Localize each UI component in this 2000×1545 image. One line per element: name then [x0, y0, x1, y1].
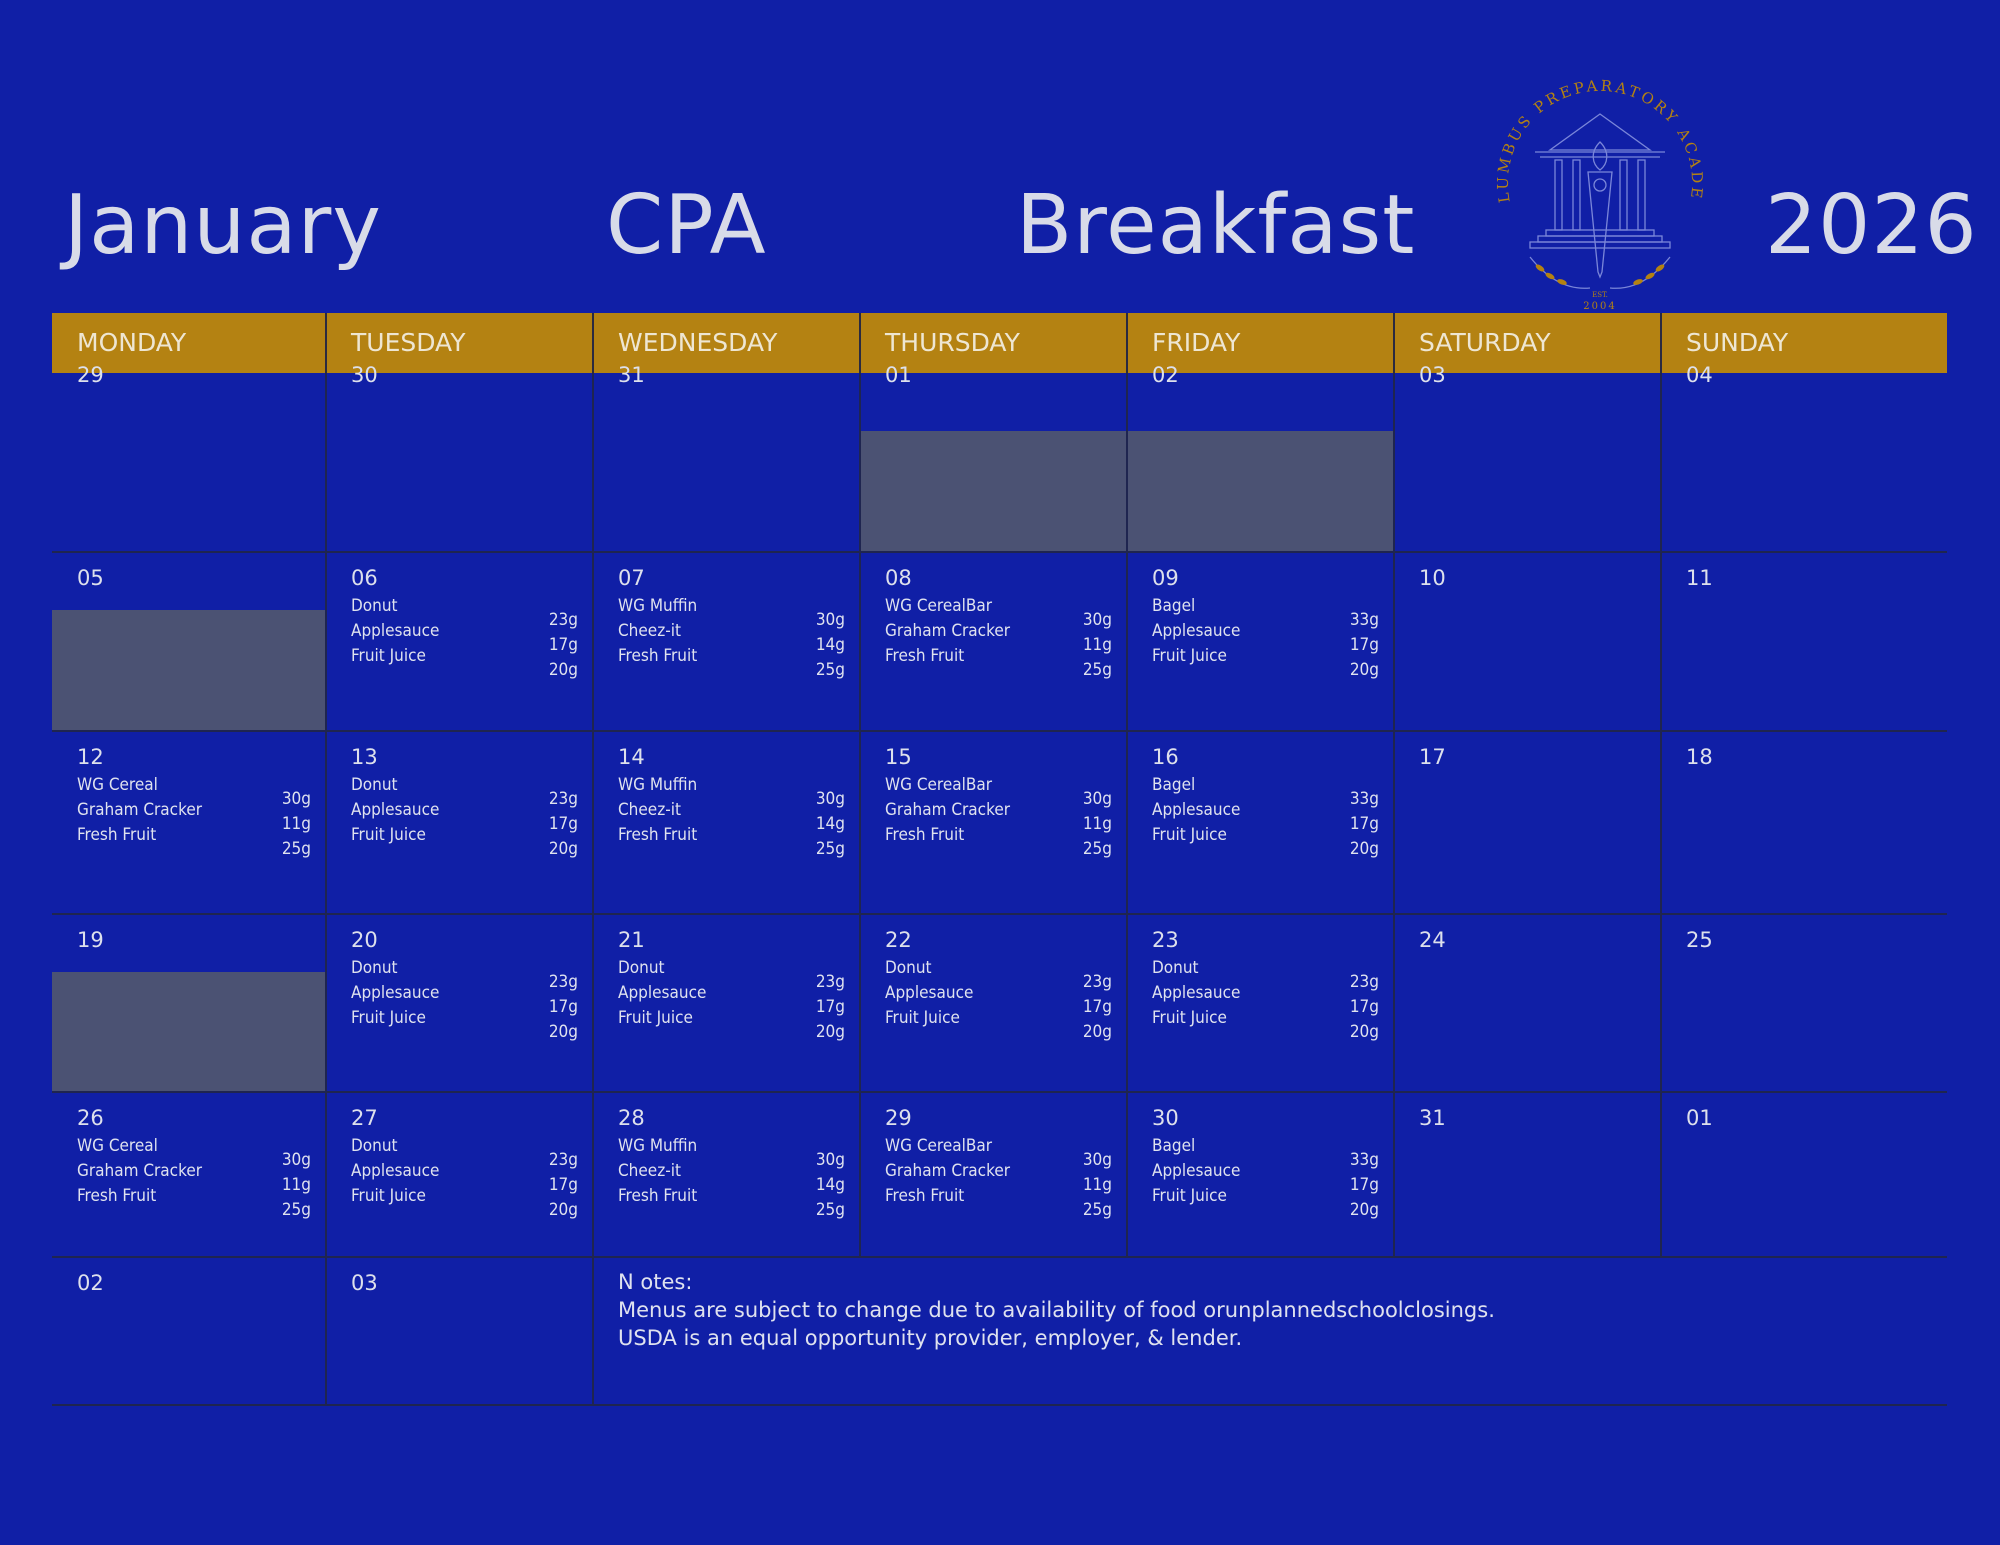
- day-number: 30: [351, 363, 378, 387]
- day-number: 17: [1419, 745, 1446, 769]
- menu-values: [1350, 608, 1379, 683]
- menu-item: Bagel: [1152, 775, 1196, 795]
- day-cell: [860, 1092, 1127, 1257]
- closed-day-block: [860, 431, 1127, 552]
- menu-item: Bagel: [1152, 1136, 1196, 1156]
- menu-values: [816, 970, 845, 1045]
- column-divider: [325, 552, 327, 731]
- menu-value: 20g: [548, 1022, 578, 1042]
- day-number: 29: [77, 363, 104, 387]
- seal-arc-text: LUMBUS PREPARATORY ACADE: [1493, 76, 1707, 204]
- menu-value: 20g: [548, 1200, 578, 1220]
- menu-item: Applesauce: [351, 621, 440, 641]
- menu-item: Fresh Fruit: [618, 1186, 698, 1206]
- menu-item: Fruit Juice: [351, 1186, 426, 1206]
- day-number: 09: [1152, 566, 1179, 590]
- menu-values: [549, 1148, 578, 1223]
- day-number: 05: [77, 566, 104, 590]
- day-header-divider: [1126, 313, 1128, 373]
- column-divider: [325, 373, 327, 552]
- menu-item: Fruit Juice: [351, 825, 426, 845]
- menu-item: Fresh Fruit: [618, 825, 698, 845]
- day-number: 23: [1152, 928, 1179, 952]
- menu-item: Applesauce: [1152, 621, 1241, 641]
- menu-value: 20g: [1349, 1200, 1379, 1220]
- menu-list: [1152, 956, 1379, 1042]
- menu-item: Fruit Juice: [351, 646, 426, 666]
- menu-list: [351, 773, 578, 859]
- menu-value: 20g: [1082, 1022, 1112, 1042]
- day-number: 10: [1419, 566, 1446, 590]
- column-divider: [1393, 914, 1395, 1092]
- menu-value: 23g: [548, 610, 578, 630]
- column-divider: [1126, 552, 1128, 731]
- day-header-monday: MONDAY: [52, 313, 326, 373]
- menu-item: Donut: [618, 958, 665, 978]
- day-cell: [1394, 914, 1661, 1092]
- notes-line-1: Menus are subject to change due to availability of food orunplannedschoolclosings.: [618, 1298, 1495, 1322]
- menu-values: [1083, 1148, 1112, 1223]
- closed-day-block: [1127, 431, 1394, 552]
- column-divider: [859, 1092, 861, 1257]
- menu-item: Cheez-it: [618, 800, 681, 820]
- menu-value: 23g: [1082, 972, 1112, 992]
- menu-item: Donut: [351, 775, 398, 795]
- menu-value: 17g: [1349, 997, 1379, 1017]
- day-cell: [860, 552, 1127, 731]
- menu-list: [885, 773, 1112, 859]
- menu-value: 17g: [548, 1175, 578, 1195]
- menu-list: [351, 956, 578, 1042]
- menu-item: Donut: [885, 958, 932, 978]
- menu-item: Applesauce: [351, 983, 440, 1003]
- svg-text:COLUMBUS PREPARATORY ACADEMY: [1480, 72, 1706, 204]
- menu-item: WG Cereal: [77, 775, 158, 795]
- menu-item: Fruit Juice: [1152, 825, 1227, 845]
- menu-value: 17g: [1349, 1175, 1379, 1195]
- menu-values: [282, 787, 311, 862]
- menu-item: Fresh Fruit: [618, 646, 698, 666]
- menu-value: 17g: [548, 814, 578, 834]
- menu-value: 30g: [1082, 789, 1112, 809]
- day-number: 13: [351, 745, 378, 769]
- column-divider: [325, 1092, 327, 1257]
- day-header-divider: [592, 313, 594, 373]
- menu-item: Cheez-it: [618, 1161, 681, 1181]
- seal-year-text: 2004: [1583, 301, 1617, 312]
- menu-values: [816, 608, 845, 683]
- menu-value: 23g: [548, 1150, 578, 1170]
- day-cell: [860, 914, 1127, 1092]
- column-divider: [1660, 1092, 1662, 1257]
- day-number: 06: [351, 566, 378, 590]
- column-divider: [592, 373, 594, 552]
- day-cell: [326, 914, 593, 1092]
- menu-value: 33g: [1349, 789, 1379, 809]
- menu-item: Donut: [1152, 958, 1199, 978]
- menu-item: WG Muffin: [618, 775, 698, 795]
- day-cell: [326, 731, 593, 914]
- menu-value: 23g: [1349, 972, 1379, 992]
- menu-value: 20g: [1349, 1022, 1379, 1042]
- day-cell: [1661, 731, 1947, 914]
- day-number: 02: [77, 1271, 104, 1295]
- day-cell: [1127, 552, 1394, 731]
- menu-item: Bagel: [1152, 596, 1196, 616]
- menu-item: Graham Cracker: [77, 800, 203, 820]
- day-cell: [326, 1092, 593, 1257]
- menu-values: [1350, 787, 1379, 862]
- day-cell: [593, 914, 860, 1092]
- day-cell: [1127, 914, 1394, 1092]
- menu-value: 11g: [1082, 1175, 1112, 1195]
- menu-value: 25g: [1082, 1200, 1112, 1220]
- menu-value: 25g: [1082, 839, 1112, 859]
- menu-value: 25g: [815, 1200, 845, 1220]
- day-number: 28: [618, 1106, 645, 1130]
- menu-item: Fruit Juice: [885, 1008, 960, 1028]
- menu-item: Fruit Juice: [1152, 646, 1227, 666]
- closed-day-block: [52, 972, 326, 1092]
- column-divider: [1126, 914, 1128, 1092]
- column-divider: [592, 1092, 594, 1257]
- menu-item: Fruit Juice: [1152, 1008, 1227, 1028]
- menu-list: [618, 1134, 845, 1220]
- day-number: 16: [1152, 745, 1179, 769]
- day-number: 02: [1152, 363, 1179, 387]
- day-number: 11: [1686, 566, 1713, 590]
- day-number: 01: [885, 363, 912, 387]
- menu-value: 30g: [281, 789, 311, 809]
- menu-value: 25g: [1082, 660, 1112, 680]
- column-divider: [1660, 914, 1662, 1092]
- day-header-friday: FRIDAY: [1127, 313, 1394, 373]
- day-cell: [52, 552, 326, 731]
- column-divider: [325, 731, 327, 914]
- day-number: 20: [351, 928, 378, 952]
- title-school: CPA: [606, 178, 767, 273]
- menu-item: Applesauce: [1152, 983, 1241, 1003]
- column-divider: [1660, 373, 1662, 552]
- menu-value: 11g: [281, 1175, 311, 1195]
- menu-value: 17g: [1082, 997, 1112, 1017]
- day-number: 08: [885, 566, 912, 590]
- menu-list: [885, 594, 1112, 680]
- day-number: 07: [618, 566, 645, 590]
- column-divider: [859, 552, 861, 731]
- menu-list: [351, 1134, 578, 1220]
- day-number: 22: [885, 928, 912, 952]
- menu-item: Fruit Juice: [618, 1008, 693, 1028]
- column-divider: [325, 914, 327, 1092]
- menu-value: 20g: [1349, 660, 1379, 680]
- menu-item: Applesauce: [885, 983, 974, 1003]
- day-number: 15: [885, 745, 912, 769]
- menu-value: 30g: [281, 1150, 311, 1170]
- day-cell: [1394, 363, 1661, 552]
- menu-values: [1083, 787, 1112, 862]
- day-cell: [1661, 914, 1947, 1092]
- menu-item: WG Muffin: [618, 596, 698, 616]
- menu-value: 23g: [548, 789, 578, 809]
- title-meal: Breakfast: [1016, 178, 1416, 273]
- menu-item: WG CerealBar: [885, 596, 993, 616]
- menu-value: 25g: [281, 1200, 311, 1220]
- column-divider: [1126, 373, 1128, 552]
- day-cell: [326, 363, 593, 552]
- day-cell: [860, 363, 1127, 552]
- menu-list: [1152, 773, 1379, 859]
- menu-values: [549, 970, 578, 1045]
- menu-value: 17g: [548, 635, 578, 655]
- day-cell: [593, 552, 860, 731]
- notes-line-2: USDA is an equal opportunity provider, employer, & lender.: [618, 1326, 1243, 1350]
- menu-value: 33g: [1349, 1150, 1379, 1170]
- menu-value: 20g: [1349, 839, 1379, 859]
- menu-item: Fruit Juice: [351, 1008, 426, 1028]
- day-header-divider: [1393, 313, 1395, 373]
- day-cell: [326, 1257, 593, 1405]
- menu-value: 17g: [815, 997, 845, 1017]
- menu-list: [351, 594, 578, 680]
- column-divider: [1393, 1092, 1395, 1257]
- menu-item: WG CerealBar: [885, 775, 993, 795]
- day-cell: [1661, 363, 1947, 552]
- menu-item: Fresh Fruit: [77, 1186, 157, 1206]
- menu-item: Applesauce: [1152, 1161, 1241, 1181]
- day-number: 14: [618, 745, 645, 769]
- day-cell: [860, 731, 1127, 914]
- menu-list: [618, 956, 845, 1042]
- day-number: 19: [77, 928, 104, 952]
- column-divider: [592, 731, 594, 914]
- column-divider: [592, 1257, 594, 1405]
- title-year: 2026: [1765, 178, 1978, 273]
- menu-value: 25g: [815, 660, 845, 680]
- menu-values: [549, 787, 578, 862]
- column-divider: [1393, 373, 1395, 552]
- school-seal-logo: [1480, 72, 1720, 312]
- column-divider: [592, 552, 594, 731]
- column-divider: [859, 731, 861, 914]
- day-number: 21: [618, 928, 645, 952]
- menu-list: [885, 956, 1112, 1042]
- day-cell: [1394, 552, 1661, 731]
- day-cell: [1127, 363, 1394, 552]
- menu-value: 17g: [548, 997, 578, 1017]
- day-header-wednesday: WEDNESDAY: [593, 313, 860, 373]
- column-divider: [1393, 552, 1395, 731]
- row-divider: [52, 1404, 1947, 1406]
- menu-value: 30g: [815, 789, 845, 809]
- menu-value: 30g: [1082, 610, 1112, 630]
- menu-value: 25g: [281, 839, 311, 859]
- menu-value: 30g: [1082, 1150, 1112, 1170]
- day-cell: [52, 914, 326, 1092]
- menu-list: [618, 594, 845, 680]
- closed-day-block: [52, 610, 326, 731]
- menu-item: Applesauce: [618, 983, 707, 1003]
- menu-item: Fresh Fruit: [77, 825, 157, 845]
- menu-values: [549, 608, 578, 683]
- day-cell: [1394, 731, 1661, 914]
- column-divider: [592, 914, 594, 1092]
- menu-value: 14g: [815, 1175, 845, 1195]
- day-cell: [593, 1092, 860, 1257]
- menu-item: Graham Cracker: [885, 1161, 1011, 1181]
- menu-value: 20g: [815, 1022, 845, 1042]
- day-cell: [52, 1257, 326, 1405]
- menu-item: Cheez-it: [618, 621, 681, 641]
- column-divider: [325, 1257, 327, 1405]
- day-number: 30: [1152, 1106, 1179, 1130]
- menu-item: WG Cereal: [77, 1136, 158, 1156]
- title-month: January: [64, 178, 382, 273]
- day-number: 31: [618, 363, 645, 387]
- menu-item: WG CerealBar: [885, 1136, 993, 1156]
- day-header-divider: [859, 313, 861, 373]
- column-divider: [859, 914, 861, 1092]
- menu-item: Fresh Fruit: [885, 646, 965, 666]
- column-divider: [1126, 731, 1128, 914]
- menu-values: [1350, 1148, 1379, 1223]
- day-number: 27: [351, 1106, 378, 1130]
- column-divider: [1126, 1092, 1128, 1257]
- menu-value: 20g: [548, 839, 578, 859]
- menu-value: 23g: [548, 972, 578, 992]
- seal-est-text: EST.: [1592, 291, 1608, 299]
- day-header-divider: [1660, 313, 1662, 373]
- menu-item: Graham Cracker: [885, 800, 1011, 820]
- menu-value: 17g: [1349, 635, 1379, 655]
- column-divider: [1393, 731, 1395, 914]
- day-cell: [52, 1092, 326, 1257]
- menu-value: 30g: [815, 610, 845, 630]
- day-cell: [1127, 1092, 1394, 1257]
- day-number: 03: [351, 1271, 378, 1295]
- menu-list: [77, 1134, 311, 1220]
- day-cell: [1661, 1092, 1947, 1257]
- day-number: 24: [1419, 928, 1446, 952]
- menu-list: [885, 1134, 1112, 1220]
- day-number: 12: [77, 745, 104, 769]
- menu-item: Fresh Fruit: [885, 825, 965, 845]
- notes-section: [618, 1268, 1495, 1352]
- day-cell: [326, 552, 593, 731]
- day-number: 18: [1686, 745, 1713, 769]
- notes-heading: N otes:: [618, 1270, 693, 1294]
- day-cell: [593, 731, 860, 914]
- menu-item: Donut: [351, 596, 398, 616]
- day-number: 03: [1419, 363, 1446, 387]
- menu-item: Applesauce: [351, 1161, 440, 1181]
- day-cell: [1127, 731, 1394, 914]
- menu-item: Applesauce: [351, 800, 440, 820]
- day-header-thursday: THURSDAY: [860, 313, 1127, 373]
- menu-list: [1152, 594, 1379, 680]
- day-number: 26: [77, 1106, 104, 1130]
- menu-list: [1152, 1134, 1379, 1220]
- column-divider: [859, 373, 861, 552]
- menu-values: [816, 1148, 845, 1223]
- menu-value: 14g: [815, 814, 845, 834]
- menu-item: Donut: [351, 958, 398, 978]
- menu-values: [816, 787, 845, 862]
- menu-item: Graham Cracker: [885, 621, 1011, 641]
- menu-item: Fruit Juice: [1152, 1186, 1227, 1206]
- menu-item: WG Muffin: [618, 1136, 698, 1156]
- column-divider: [1660, 552, 1662, 731]
- day-number: 31: [1419, 1106, 1446, 1130]
- menu-values: [1083, 608, 1112, 683]
- menu-list: [618, 773, 845, 859]
- day-cell: [593, 363, 860, 552]
- menu-item: Fresh Fruit: [885, 1186, 965, 1206]
- day-header-saturday: SATURDAY: [1394, 313, 1661, 373]
- column-divider: [1660, 731, 1662, 914]
- menu-value: 25g: [815, 839, 845, 859]
- menu-values: [282, 1148, 311, 1223]
- day-header-sunday: SUNDAY: [1661, 313, 1947, 373]
- day-cell: [52, 731, 326, 914]
- menu-values: [1083, 970, 1112, 1045]
- day-number: 29: [885, 1106, 912, 1130]
- menu-value: 23g: [815, 972, 845, 992]
- menu-item: Donut: [351, 1136, 398, 1156]
- menu-value: 14g: [815, 635, 845, 655]
- menu-list: [77, 773, 311, 859]
- day-number: 01: [1686, 1106, 1713, 1130]
- day-number: 25: [1686, 928, 1713, 952]
- menu-value: 20g: [548, 660, 578, 680]
- menu-value: 11g: [281, 814, 311, 834]
- menu-value: 33g: [1349, 610, 1379, 630]
- menu-values: [1350, 970, 1379, 1045]
- menu-value: 17g: [1349, 814, 1379, 834]
- day-cell: [52, 363, 326, 552]
- day-number: 04: [1686, 363, 1713, 387]
- menu-value: 30g: [815, 1150, 845, 1170]
- day-cell: [1394, 1092, 1661, 1257]
- calendar-grid: [52, 313, 1947, 1405]
- menu-item: Graham Cracker: [77, 1161, 203, 1181]
- day-header-tuesday: TUESDAY: [326, 313, 593, 373]
- menu-value: 11g: [1082, 635, 1112, 655]
- menu-value: 11g: [1082, 814, 1112, 834]
- day-cell: [1661, 552, 1947, 731]
- day-header-divider: [325, 313, 327, 373]
- menu-item: Applesauce: [1152, 800, 1241, 820]
